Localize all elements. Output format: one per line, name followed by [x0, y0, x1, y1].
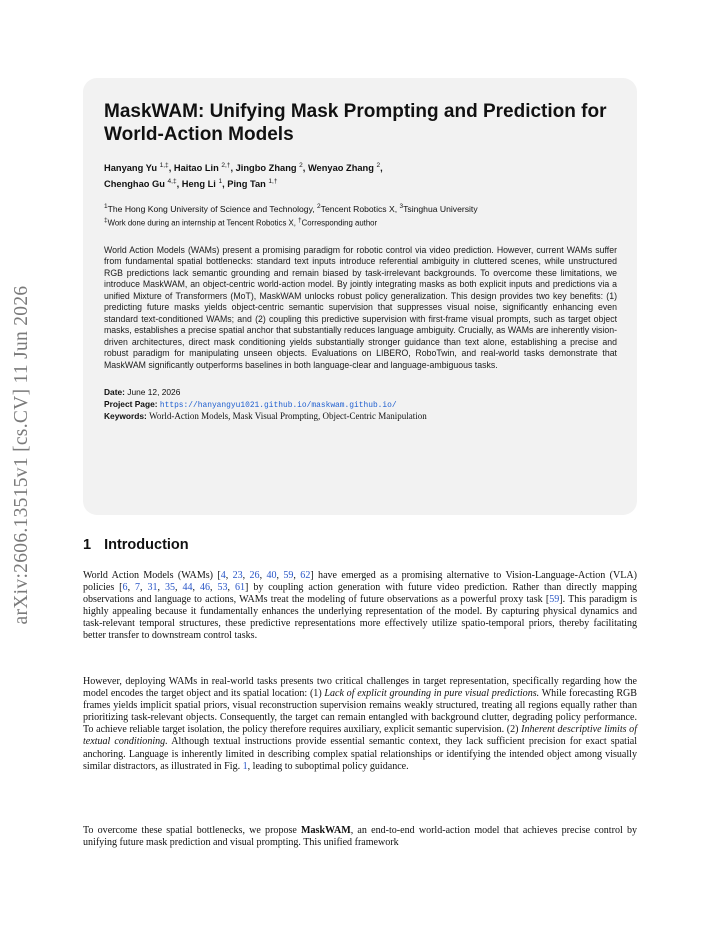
keywords-value: World-Action Models, Mask Visual Prompting, Object-Centric Manipulation [149, 411, 427, 422]
note-text: Corresponding author [301, 218, 378, 228]
author-affiliation-mark: 2 [376, 162, 381, 169]
citation-link[interactable]: 23 [232, 570, 243, 581]
emphasis-text: Lack of explicit grounding in pure visual predictions. [324, 688, 540, 700]
author-list: Hanyang Yu $^{1,\ddagger}$, Haitao Lin $^{2,\dagger}$, Jingbo Zhang $^2$, Wenyao Zhang $^2$, Chenghao Gu $^{4,\ddagger}$, Heng Li $^1$, Ping Tan $^{1,\dagger}$ [104, 162, 383, 190]
project-label: Project Page: [104, 398, 158, 409]
abstract-text: World Action Models (WAMs) present a promising paradigm for robotic control via video prediction. However, current WAMs suffer from fundamental spatial bottlenecks: standard text inputs introduce referential ambiguity in cluttered scenes, while unstructured RGB predictions lack semantic grounding and remain biased by task-irrelevant backgrounds. To overcome these limitations, we introduce MaskWAM, an object-centric world-action model. By jointly integrating masks as both explicit inputs and predictions via a unified Mixture of Transformers (MoT), MaskWAM unlocks robust policy generalization. This design provides two key benefits: (1) predicting future masks yields object-centric semantic supervision that suppresses visual noise, significantly enhancing even standard text-conditioned WAMs; and (2) coupling this predictive supervision with first-frame visual prompts, such as target object masks, establishes a precise spatial anchor that substantially reduces language ambiguity. Crucially, as WAMs are inherently vision-driven architectures, direct mask conditioning yields substantially stronger guidance than text alone, establishing a precise and robust paradigm for manipulating unseen objects. Evaluations on LIBERO, RoboTwin, and real-world tasks demonstrate that MaskWAM significantly outperforms baselines in both language-clear and language-ambiguous tasks. [104, 244, 617, 370]
citation-link[interactable]: 59 [549, 594, 560, 606]
affiliation-name: The Hong Kong University of Science and Technology, [107, 204, 318, 215]
author-affiliation-mark: 4,‡ [167, 178, 177, 186]
citation-link[interactable]: 35 [165, 582, 176, 594]
intro-paragraph-1: World Action Models (WAMs) [4, 23, 26, 40, 59, 62] have emerged as a promising alternative to Vision-Language-Action (VLA) policies [6, 7, 31, 35, 44, 46, 53, 61] by coupling action generation with future video prediction. Rather than directly mapping observations and language to actions, WAMs treat the modeling of future observations as a powerful proxy task [59]. This paradigm is highly appealing because it fundamentally enhances the underlying representation of the model. By capturing physical dynamics and task-relevant temporal structures, these predictive representations more effectively utilize spatio-temporal priors, thereby facilitating better transfer to downstream control tasks. [83, 570, 638, 642]
section-title: Introduction [104, 537, 189, 553]
citation-link[interactable]: 44 [182, 582, 193, 594]
intro-paragraph-3: To overcome these spatial bottlenecks, we propose MaskWAM, an end-to-end world-action model that achieves precise control by unifying future mask prediction and visual prompting. This unified framework [83, 825, 637, 849]
project-line [104, 399, 617, 412]
date-line [104, 387, 617, 399]
citation-link[interactable]: 62 [300, 570, 311, 581]
citation-link[interactable]: 7 [135, 582, 141, 594]
affiliation-mark: 2 [317, 203, 321, 211]
arxiv-identifier: arXiv:2606.13515v1 [cs.CV] 11 Jun 2026 [11, 285, 32, 625]
citation-link[interactable]: 59 [283, 570, 294, 581]
citation-link[interactable]: 31 [147, 582, 158, 594]
citation-link[interactable]: 61 [235, 582, 246, 594]
author-affiliation-mark: 2 [299, 162, 303, 169]
emphasis-text: Inherent descriptive limits of textual conditioning. [83, 724, 637, 748]
author-name: Jingbo Zhang [235, 163, 297, 174]
affiliation-name: Tencent Robotics X, [320, 204, 400, 215]
citation-link[interactable]: 4 [220, 570, 226, 581]
author-name: Heng Li [181, 179, 216, 190]
note-mark: † [298, 217, 302, 225]
keywords-label: Keywords: [104, 411, 147, 422]
citation-link[interactable]: 26 [249, 570, 260, 581]
citation-link[interactable]: 1 [242, 760, 248, 772]
date-label: Date: [104, 387, 125, 398]
paper-title: MaskWAM: Unifying Mask Prompting and Prediction for World-Action Models [104, 101, 607, 145]
note-text: Work done during an internship at Tencent Robotics X, [107, 218, 299, 228]
author-name: Hanyang Yu [104, 163, 158, 174]
section-number: 1 [83, 537, 92, 553]
citation-link[interactable]: 40 [266, 570, 277, 581]
intro-paragraph-2: However, deploying WAMs in real-world tasks presents two critical challenges in target representation, specifically regarding how the model encodes the target object and its spatial location: (1) Lack of explicit grounding in pure visual predictions. While forecasting RGB frames yields implicit spatial priors, visual reconstruction supervision remains weakly structured, treating all regions equally rather than prioritizing task-relevant objects. Consequently, the target can remain entangled with background clutter, degrading policy performance. To achieve reliable target isolation, the policy therefore requires auxiliary, explicit semantic supervision. (2) Inherent descriptive limits of textual conditioning. Although textual instructions provide essential semantic context, they lack sufficient precision for exact spatial anchoring. Language is inherently limited in describing complex spatial relationships or identifying the intended object among visually similar distractors, as illustrated in Fig. 1, leading to suboptimal policy guidance. [83, 676, 637, 772]
author-name: Haitao Lin [173, 163, 219, 174]
author-notes [104, 215, 617, 229]
project-page-link[interactable]: https://hanyangyu1021.github.io/maskwam.github.io/ [159, 400, 397, 410]
title-abstract-panel [83, 78, 637, 515]
author-affiliation-mark: 1 [218, 178, 223, 186]
bold-text: MaskWAM [301, 825, 351, 836]
citation-link[interactable]: 53 [217, 582, 228, 594]
citation-link[interactable]: 46 [200, 582, 211, 594]
author-name: Wenyao Zhang [307, 163, 374, 174]
author-affiliation-mark: 1,† [268, 178, 278, 186]
author-affiliation-mark: 2,† [221, 162, 231, 169]
affiliation-name: Tsinghua University [403, 204, 478, 215]
author-name: Chenghao Gu [104, 179, 165, 190]
author-affiliation-mark: 1,‡ [159, 162, 169, 169]
note-mark: ‡ [104, 217, 108, 225]
keywords-line [104, 411, 617, 423]
affiliation-mark: 1 [104, 203, 108, 211]
affiliations [104, 201, 617, 215]
affiliation-mark: 3 [399, 203, 404, 211]
section-heading-introduction [83, 537, 189, 553]
citation-link[interactable]: 6 [122, 582, 128, 594]
author-name: Ping Tan [227, 179, 266, 190]
date-value: June 12, 2026 [127, 387, 181, 398]
paper-metadata [104, 387, 617, 423]
